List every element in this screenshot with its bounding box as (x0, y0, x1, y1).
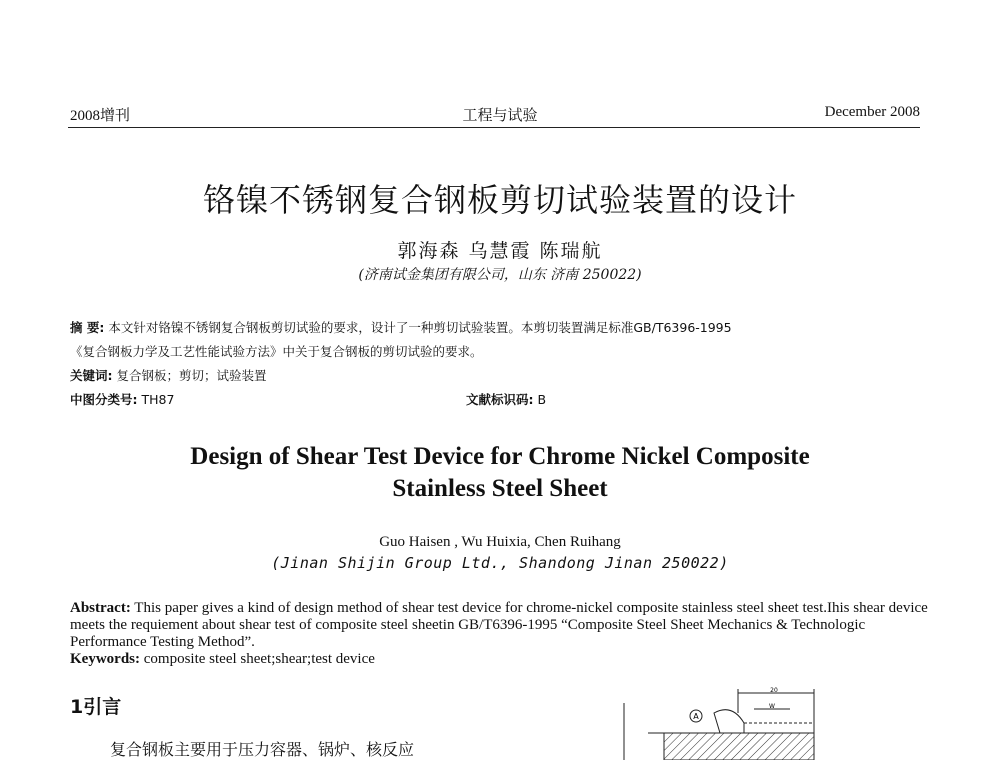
abstract-cn (70, 318, 930, 338)
affiliation-en: (Jinan Shijin Group Ltd., Shandong Jinan 250022) (271, 554, 729, 572)
paper-title-cn: 铬镍不锈钢复合钢板剪切试验装置的设计 (202, 181, 797, 219)
keywords-en-label: Keywords: (70, 651, 140, 667)
document-code-value: B (537, 392, 547, 407)
paper-title-en (0, 441, 1000, 505)
classification-label: 中图分类号: (70, 392, 138, 407)
paper-title-en-line2: Stainless Steel Sheet (392, 475, 608, 502)
figure-dimension-top: 20 (770, 687, 778, 694)
figure-callout-label: A (693, 712, 699, 721)
authors-cn: 郭海森 乌慧霞 陈瑞航 (397, 240, 603, 262)
abstract-en-text: This paper gives a kind of design method of shear test device for chrome-nickel composite stainless steel sheet test.Ihis shear device meets the requiement about shear test of composite steel sheetin GB/T6396-1995 “Composite Steel Sheet Mechanics & Technologic Performance Testing Method”. (70, 600, 928, 650)
journal-name: 工程与试验 (462, 108, 538, 124)
abstract-en (70, 600, 930, 668)
keywords-en-value: composite steel sheet;shear;test device (140, 651, 375, 667)
keywords-cn-label: 关键词: (70, 368, 113, 383)
figure-hatched-plate (664, 733, 814, 760)
section-heading: 1引言 (70, 696, 122, 718)
keywords-cn-value: 复合钢板；剪切；试验装置 (116, 368, 267, 383)
figure-blade-profile (714, 710, 744, 733)
header-rule (68, 127, 920, 128)
abstract-cn-label: 摘 要: (70, 320, 105, 335)
paper-title-en-line1: Design of Shear Test Device for Chrome Nickel Composite (190, 443, 810, 470)
abstract-cn-line2: 《复合钢板力学及工艺性能试验方法》中关于复合钢板的剪切试验的要求。 (70, 344, 483, 359)
affiliation-cn: (济南试金集团有限公司，山东 济南 250022) (358, 267, 642, 283)
abstract-cn-line1: 本文针对铬镍不锈钢复合钢板剪切试验的要求，设计了一种剪切试验装置。本剪切装置满足标准GB/T6396-1995 (108, 320, 732, 335)
classification-number (70, 390, 370, 410)
document-code (466, 390, 766, 410)
publication-date: December 2008 (824, 104, 920, 120)
body-paragraph: 复合钢板主要用于压力容器、锅炉、核反应 (110, 740, 415, 759)
abstract-en-label: Abstract: (70, 600, 131, 616)
journal-issue: 2008增刊 (70, 108, 131, 124)
shear-device-figure (604, 683, 834, 760)
authors-en: Guo Haisen , Wu Huixia, Chen Ruihang (379, 534, 621, 550)
keywords-cn (70, 366, 930, 386)
classification-value: TH87 (141, 392, 175, 407)
figure-dimension-w: W (769, 703, 775, 710)
document-code-label: 文献标识码: (466, 392, 534, 407)
